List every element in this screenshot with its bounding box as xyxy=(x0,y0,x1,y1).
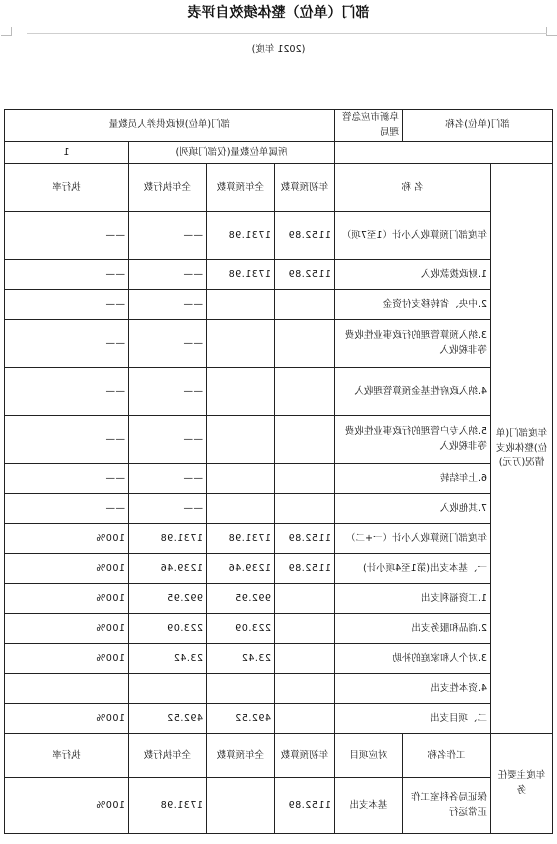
budget-full-exec: —— xyxy=(128,212,206,260)
budget-initial xyxy=(274,614,334,644)
budget-name: 2.中央、省转移支付资金 xyxy=(334,290,490,320)
budget-initial xyxy=(274,416,334,464)
page-corner-mark-left xyxy=(546,27,557,36)
task-header-row xyxy=(4,734,552,778)
budget-full-exec: 23.42 xyxy=(128,644,206,674)
col-task-initial-header: 年初预算数 xyxy=(274,734,334,778)
budget-side-label: 年度部门(单位)整体收支情况(万元) xyxy=(491,164,553,734)
budget-row xyxy=(4,368,552,416)
budget-full-exec: —— xyxy=(128,290,206,320)
budget-full-exec xyxy=(128,674,206,704)
col-full-exec-header: 全年执行数 xyxy=(128,164,206,212)
budget-row xyxy=(4,704,552,734)
task-item: 基本支出 xyxy=(334,778,402,834)
budget-rate: —— xyxy=(4,368,128,416)
budget-full-budget: 992.95 xyxy=(206,584,274,614)
budget-full-exec: —— xyxy=(128,494,206,524)
budget-full-budget: 23.42 xyxy=(206,644,274,674)
budget-initial xyxy=(274,368,334,416)
budget-initial xyxy=(274,584,334,614)
budget-rate xyxy=(4,674,128,704)
budget-full-budget xyxy=(206,290,274,320)
budget-full-budget xyxy=(206,464,274,494)
budget-initial xyxy=(274,644,334,674)
budget-name: 3.对个人和家庭的补助 xyxy=(334,644,490,674)
col-task-header: 工作名称 xyxy=(402,734,490,778)
budget-row xyxy=(4,644,552,674)
budget-initial xyxy=(274,290,334,320)
budget-initial xyxy=(274,704,334,734)
budget-rate: 100% xyxy=(4,584,128,614)
header-rule xyxy=(27,33,547,34)
self-evaluation-table xyxy=(4,109,553,834)
budget-initial: 1152.89 xyxy=(274,554,334,584)
budget-rate: 100% xyxy=(4,554,128,584)
col-task-rate-header: 执行率 xyxy=(4,734,128,778)
task-row xyxy=(4,778,552,834)
budget-name: 2.商品和服务支出 xyxy=(334,614,490,644)
budget-full-exec: 492.52 xyxy=(128,704,206,734)
task-initial: 1152.89 xyxy=(274,778,334,834)
col-initial-header: 年初预算数 xyxy=(274,164,334,212)
budget-name: 一、基本支出(第1至4项小计) xyxy=(334,554,490,584)
budget-row xyxy=(4,260,552,290)
unit-name-label: 部门(单位)名称 xyxy=(402,110,552,142)
budget-rate: —— xyxy=(4,290,128,320)
budget-full-budget: 223.09 xyxy=(206,614,274,644)
budget-row xyxy=(4,674,552,704)
budget-full-budget xyxy=(206,368,274,416)
budget-rate: —— xyxy=(4,260,128,290)
budget-full-budget: 1239.46 xyxy=(206,554,274,584)
budget-name: 年度部门预算收入小计（一+二） xyxy=(334,524,490,554)
task-side-label: 年度主要任务 xyxy=(491,734,553,834)
budget-rate: 100% xyxy=(4,614,128,644)
staff-count-label: 部门(单位)财政供养人员数量 xyxy=(4,110,334,142)
budget-name: 4.纳入政府性基金预算管理收入 xyxy=(334,368,490,416)
budget-row xyxy=(4,524,552,554)
budget-rate: 100% xyxy=(4,704,128,734)
budget-name: 6.上年结转 xyxy=(334,464,490,494)
budget-full-exec: 223.09 xyxy=(128,614,206,644)
budget-rate: —— xyxy=(4,212,128,260)
col-item-header: 对应项目 xyxy=(334,734,402,778)
budget-initial: 1152.89 xyxy=(274,524,334,554)
budget-row xyxy=(4,464,552,494)
budget-initial xyxy=(274,320,334,368)
budget-full-budget: 1731.98 xyxy=(206,212,274,260)
budget-name: 5.纳入专户管理的行政事业性收费等非税收入 xyxy=(334,416,490,464)
budget-row xyxy=(4,212,552,260)
budget-row xyxy=(4,320,552,368)
task-rate: 100% xyxy=(4,778,128,834)
budget-rate: 100% xyxy=(4,524,128,554)
budget-initial: 1152.89 xyxy=(274,212,334,260)
budget-full-exec: —— xyxy=(128,368,206,416)
col-task-full-budget-header: 全年预算数 xyxy=(206,734,274,778)
budget-full-budget xyxy=(206,674,274,704)
budget-full-exec: —— xyxy=(128,464,206,494)
col-full-budget-header: 全年预算数 xyxy=(206,164,274,212)
budget-name: 1.财政拨款收入 xyxy=(334,260,490,290)
col-rate-header: 执行率 xyxy=(4,164,128,212)
budget-name: 4.资本性支出 xyxy=(334,674,490,704)
budget-full-exec: —— xyxy=(128,260,206,290)
unit-name-value: 阜新市应急管理局 xyxy=(334,110,402,142)
budget-rate: —— xyxy=(4,320,128,368)
budget-initial xyxy=(274,674,334,704)
budget-initial xyxy=(274,494,334,524)
budget-name: 1.工资福利支出 xyxy=(334,584,490,614)
budget-rate: —— xyxy=(4,416,128,464)
budget-rate: —— xyxy=(4,464,128,494)
budget-full-budget xyxy=(206,416,274,464)
budget-name: 3.纳入预算管理的行政事业性收费等非税收入 xyxy=(334,320,490,368)
budget-rate: 100% xyxy=(4,644,128,674)
budget-full-budget: 492.52 xyxy=(206,704,274,734)
budget-row xyxy=(4,290,552,320)
col-name-header: 名 称 xyxy=(334,164,490,212)
budget-rate: —— xyxy=(4,494,128,524)
document-title: 部门（单位）整体绩效自评表 xyxy=(187,5,370,21)
budget-full-exec: —— xyxy=(128,416,206,464)
budget-full-budget xyxy=(206,320,274,368)
budget-full-budget: 1731.98 xyxy=(206,260,274,290)
budget-row xyxy=(4,554,552,584)
budget-initial: 1152.89 xyxy=(274,260,334,290)
budget-row xyxy=(4,494,552,524)
page-corner-mark-right xyxy=(1,27,12,36)
subunits-label: 所属单位数量(仅部门填列) xyxy=(128,142,334,164)
task-full-exec: 1731.98 xyxy=(128,778,206,834)
budget-name: 二、项目支出 xyxy=(334,704,490,734)
budget-full-exec: —— xyxy=(128,320,206,368)
col-task-full-exec-header: 全年执行数 xyxy=(128,734,206,778)
budget-row xyxy=(4,584,552,614)
budget-row xyxy=(4,614,552,644)
task-name: 保证局各科室工作正常运行 xyxy=(402,778,490,834)
year-label: (2021 年度) xyxy=(251,44,306,55)
budget-name: 7.其他收入 xyxy=(334,494,490,524)
unit-name-value-cont xyxy=(334,142,552,164)
budget-full-budget: 1731.98 xyxy=(206,524,274,554)
budget-row xyxy=(4,416,552,464)
budget-name: 年度部门预算收入小计（1至7项） xyxy=(334,212,490,260)
budget-full-exec: 1731.98 xyxy=(128,524,206,554)
budget-full-exec: 992.95 xyxy=(128,584,206,614)
budget-full-budget xyxy=(206,494,274,524)
subunits-value: 1 xyxy=(4,142,128,164)
task-full-budget xyxy=(206,778,274,834)
budget-full-exec: 1239.46 xyxy=(128,554,206,584)
budget-initial xyxy=(274,464,334,494)
